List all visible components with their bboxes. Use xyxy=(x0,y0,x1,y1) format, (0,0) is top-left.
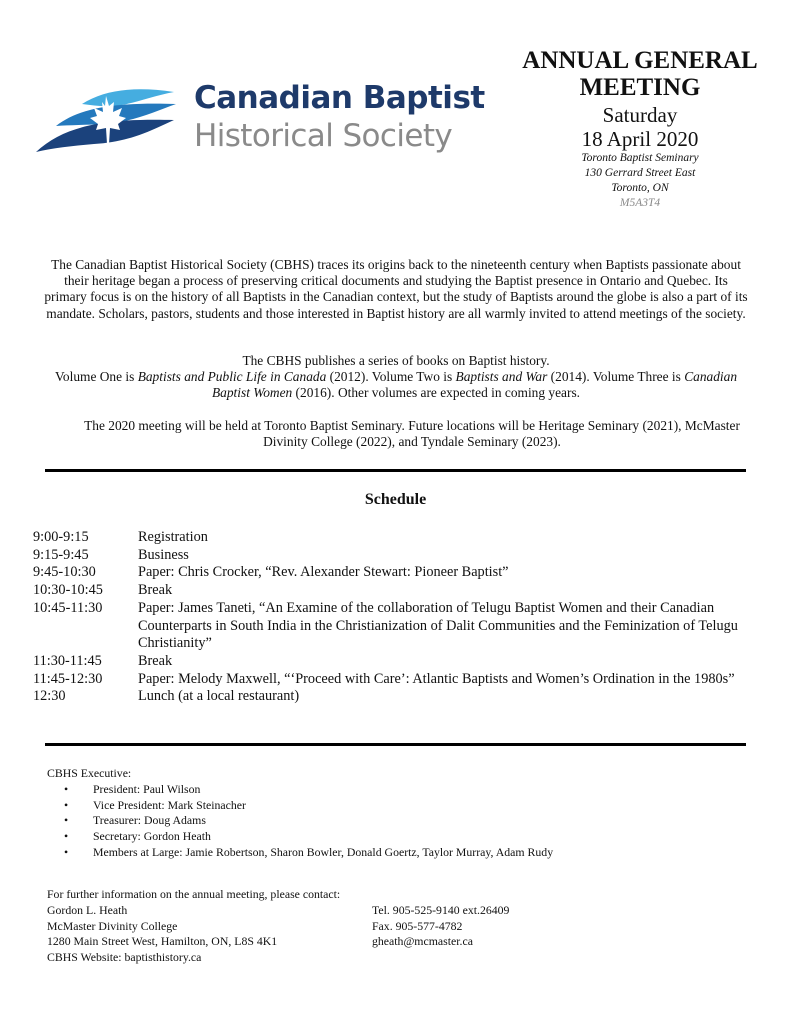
books-volumes xyxy=(42,369,750,401)
schedule-time: 10:30-10:45 xyxy=(33,582,103,599)
contact-section xyxy=(47,887,607,966)
event-day: Saturday xyxy=(602,103,678,127)
event-postal-code: M5A3T4 xyxy=(619,197,661,209)
executive-member-text: Secretary: Gordon Heath xyxy=(93,829,211,844)
schedule-row xyxy=(33,564,753,582)
executive-member xyxy=(47,798,553,814)
schedule-title: Schedule xyxy=(364,491,427,508)
executive-member xyxy=(47,829,553,845)
event-date: 18 April 2020 xyxy=(581,127,699,151)
contact-fax: Fax. 905-577-4782 xyxy=(372,918,463,933)
books-paragraph xyxy=(42,353,750,402)
schedule-description: Paper: Melody Maxwell, “‘Proceed with Care’: Atlantic Baptists and Women’s Ordination in the 1980s” xyxy=(138,670,735,687)
contact-institution: McMaster Divinity College xyxy=(47,918,178,933)
text: Volume One is xyxy=(54,369,138,385)
schedule-time: 9:00-9:15 xyxy=(33,529,89,545)
schedule-description: Business xyxy=(138,546,189,563)
schedule-time: 12:30 xyxy=(33,688,66,705)
schedule-description: Break xyxy=(138,652,173,669)
schedule-time: 11:45-12:30 xyxy=(33,670,103,687)
bullet-icon: • xyxy=(64,813,69,828)
text: (2012). Volume Two is xyxy=(326,369,456,385)
logo-line-2: Historical Society xyxy=(194,118,453,154)
schedule-description: Registration xyxy=(138,529,208,545)
bullet-icon: • xyxy=(64,781,69,796)
executive-member-text: Treasurer: Doug Adams xyxy=(93,813,206,828)
bullet-icon: • xyxy=(64,844,69,859)
executive-member xyxy=(47,813,553,829)
locations-paragraph: The 2020 meeting will be held at Toronto Baptist Seminary. Future locations will be Heritage Seminary (2021), McMaster Divinity College (2022), and Tyndale Seminary (2023). xyxy=(84,418,740,450)
bullet-icon: • xyxy=(64,829,69,844)
executive-member-text: Members at Large: Jamie Robertson, Sharon Bowler, Donald Goertz, Taylor Murray, Adam Rudy xyxy=(93,844,554,859)
schedule-description: Paper: Chris Crocker, “Rev. Alexander Stewart: Pioneer Baptist” xyxy=(138,564,509,581)
cbhs-logo xyxy=(34,76,485,166)
executive-section xyxy=(47,766,553,861)
divider-top xyxy=(45,469,746,472)
schedule-row xyxy=(33,582,753,600)
books-intro-line: The CBHS publishes a series of books on Baptist history. xyxy=(242,353,550,368)
schedule-time: 11:30-11:45 xyxy=(33,652,102,669)
schedule-row xyxy=(33,688,753,706)
event-title-line-1: ANNUAL GENERAL xyxy=(522,47,758,74)
intro-paragraph: The Canadian Baptist Historical Society (CBHS) traces its origins back to the nineteenth century when Baptists passionate about their heritage began a process of preserving critical documents and studying the Baptist presence in Ontario and Quebec. Its primary focus is on the history of all Baptists in the Canadian context, but the study of Baptists around the globe is also a part of its mandate. Scholars, pastors, students and those interested in Baptist history are all warmly invited to attend meetings of the society. xyxy=(44,257,748,321)
maple-leaf-waves-icon xyxy=(34,82,184,162)
logo-line-1: Canadian Baptist xyxy=(194,80,485,116)
text: (2014). Volume Three is xyxy=(547,369,685,385)
executive-member xyxy=(47,782,553,798)
schedule-time: 9:15-9:45 xyxy=(33,546,89,563)
executive-member-text: Vice President: Mark Steinacher xyxy=(93,797,246,812)
schedule-list xyxy=(33,529,753,706)
contact-website-link[interactable]: CBHS Website: baptisthistory.ca xyxy=(47,950,202,965)
text: (2016). Other volumes are expected in coming years. xyxy=(292,385,581,401)
event-header xyxy=(505,47,775,211)
book-title-volume-two: Baptists and War xyxy=(455,369,548,385)
event-title-line-2: MEETING xyxy=(579,74,701,101)
contact-tel: Tel. 905-525-9140 ext.26409 xyxy=(372,902,510,917)
book-title-volume-one: Baptists and Public Life in Canada xyxy=(137,369,327,385)
executive-member xyxy=(47,845,553,861)
contact-heading: For further information on the annual meeting, please contact: xyxy=(47,887,341,901)
schedule-time: 9:45-10:30 xyxy=(33,564,96,581)
event-venue: Toronto Baptist Seminary xyxy=(581,152,699,164)
schedule-time: 10:45-11:30 xyxy=(33,599,103,616)
contact-name: Gordon L. Heath xyxy=(47,902,128,917)
schedule-description: Lunch (at a local restaurant) xyxy=(138,688,300,705)
schedule-row xyxy=(33,671,753,689)
contact-address: 1280 Main Street West, Hamilton, ON, L8S 4K1 xyxy=(47,934,278,949)
bullet-icon: • xyxy=(64,797,69,812)
executive-heading: CBHS Executive: xyxy=(47,766,132,780)
book-title-volume-three: Canadian Baptist Women xyxy=(211,369,738,401)
schedule-row xyxy=(33,600,753,653)
schedule-description: Paper: James Taneti, “An Examine of the collaboration of Telugu Baptist Women and their Canadian Counterparts in South India in the Christianization of Dalit Communities and the Feminization of Telugu Christianity” xyxy=(138,599,738,652)
schedule-row xyxy=(33,529,753,547)
executive-list xyxy=(47,782,553,861)
event-city: Toronto, ON xyxy=(611,182,669,194)
executive-member-text: President: Paul Wilson xyxy=(93,781,201,796)
contact-email-link[interactable]: gheath@mcmaster.ca xyxy=(372,934,473,949)
schedule-row xyxy=(33,653,753,671)
divider-bottom xyxy=(45,743,746,746)
schedule-description: Break xyxy=(138,582,173,599)
event-street: 130 Gerrard Street East xyxy=(584,167,696,179)
schedule-row xyxy=(33,547,753,565)
